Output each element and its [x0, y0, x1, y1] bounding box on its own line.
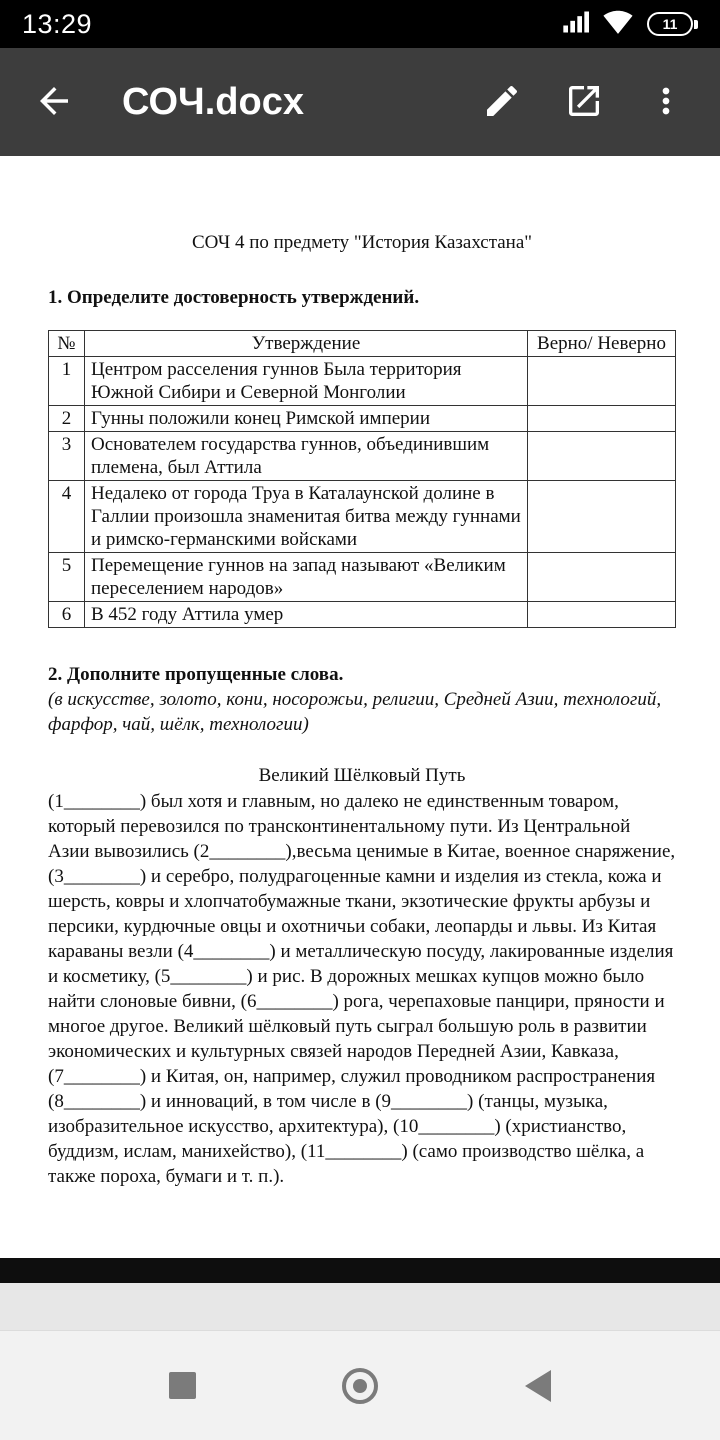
table-row	[49, 553, 676, 602]
nav-back-button[interactable]	[508, 1356, 568, 1416]
status-icons	[561, 7, 698, 42]
row-answer	[528, 481, 676, 553]
row-statement: Основателем государства гуннов, объединившим племена, был Аттила	[85, 432, 528, 481]
row-number: 1	[49, 357, 85, 406]
status-bar	[0, 0, 720, 48]
document-heading: СОЧ 4 по предмету "История Казахстана"	[191, 232, 533, 253]
col-header-answer: Верно/ Неверно	[528, 331, 676, 357]
android-nav-bar	[0, 1331, 720, 1440]
task2-word-bank: (в искусстве, золото, кони, носорожьи, религии, Средней Азии, технологий, фарфор, чай, шёлк, технологии)	[48, 689, 662, 735]
silk-road-title: Великий Шёлковый Путь	[258, 765, 466, 786]
table-row	[49, 357, 676, 406]
signal-icon	[561, 8, 589, 41]
row-number: 5	[49, 553, 85, 602]
battery-icon	[647, 12, 698, 36]
table-row	[49, 432, 676, 481]
bottom-area	[0, 1283, 720, 1440]
document-title-bar: СОЧ.docx	[122, 80, 305, 123]
back-button[interactable]	[26, 74, 82, 130]
app-bar	[0, 48, 720, 156]
more-vert-icon	[646, 81, 686, 124]
back-arrow-icon	[33, 80, 75, 125]
recents-square-icon	[169, 1372, 196, 1399]
row-answer	[528, 406, 676, 432]
table-row	[49, 406, 676, 432]
col-header-number: №	[49, 331, 85, 357]
row-answer	[528, 553, 676, 602]
pencil-icon	[482, 81, 522, 124]
overflow-menu-button[interactable]	[638, 74, 694, 130]
page-gap	[0, 1258, 720, 1283]
row-answer	[528, 357, 676, 406]
row-statement: Недалеко от города Труа в Каталаунской долине в Галлии произошла знаменитая битва между гуннами и римско-германскими войсками	[85, 481, 528, 553]
row-number: 2	[49, 406, 85, 432]
row-statement: Центром расселения гуннов Была территория Южной Сибири и Северной Монголии	[85, 357, 528, 406]
document-page[interactable]	[0, 156, 720, 1258]
table-row	[49, 602, 676, 628]
edit-button[interactable]	[474, 74, 530, 130]
table-header-row	[49, 331, 676, 357]
table-row	[49, 481, 676, 553]
open-in-new-icon	[564, 81, 604, 124]
row-answer	[528, 432, 676, 481]
recents-button[interactable]	[152, 1356, 212, 1416]
battery-level: 11	[647, 12, 693, 36]
viewer-background	[0, 1283, 720, 1331]
row-statement: В 452 году Аттила умер	[85, 602, 528, 628]
row-statement: Перемещение гуннов на запад называют «Великим переселением народов»	[85, 553, 528, 602]
status-time: 13:29	[22, 8, 93, 39]
home-circle-icon	[342, 1368, 378, 1404]
back-triangle-icon	[525, 1370, 551, 1402]
open-in-new-button[interactable]	[556, 74, 612, 130]
row-number: 3	[49, 432, 85, 481]
wifi-icon	[603, 7, 633, 42]
home-button[interactable]	[330, 1356, 390, 1416]
task1-heading: 1. Определите достоверность утверждений.	[48, 287, 420, 308]
row-statement: Гунны положили конец Римской империи	[85, 406, 528, 432]
silk-road-text: (1________) был хотя и главным, но далеко не единственным товаром, который перевозился по трансконтинентальному пути. Из Центральной Азии вывозились (2________),весьма ценимые в Китае, военное снаряжение, (3________) и серебро, полудрагоценные камни и изделия из стекла, кожа и шерсть, ковры и хлопчатобумажные ткани, экзотические фрукты арбузы и персики, курдючные овцы и охотничьи собаки, леопарды и львы. Из Китая караваны везли (4________) и металлическую посуду, лакированные изделия и косметику, (5________) и рис. В дорожных мешках купцов можно было найти слоновые бивни, (6________) рога, черепаховые панцири, пряности и многое другое. Великий шёлковый путь сыграл большую роль в развитии экономических и культурных связей народов Передней Азии, Кавказа, (7________) и Китая, он, например, служил проводником распространения (8________) и инноваций, в том числе в (9________) (танцы, музыка, изобразительное искусство, архитектура), (10________) (христианство, буддизм, ислам, манихейство), (11________) (само производство шёлка, а также пороха, бумаги и т. п.).	[48, 791, 676, 1187]
task2-heading: 2. Дополните пропущенные слова.	[48, 664, 344, 685]
row-number: 6	[49, 602, 85, 628]
battery-nub	[694, 20, 698, 29]
col-header-statement: Утверждение	[85, 331, 528, 357]
row-number: 4	[49, 481, 85, 553]
row-answer	[528, 602, 676, 628]
statements-table	[48, 330, 676, 628]
